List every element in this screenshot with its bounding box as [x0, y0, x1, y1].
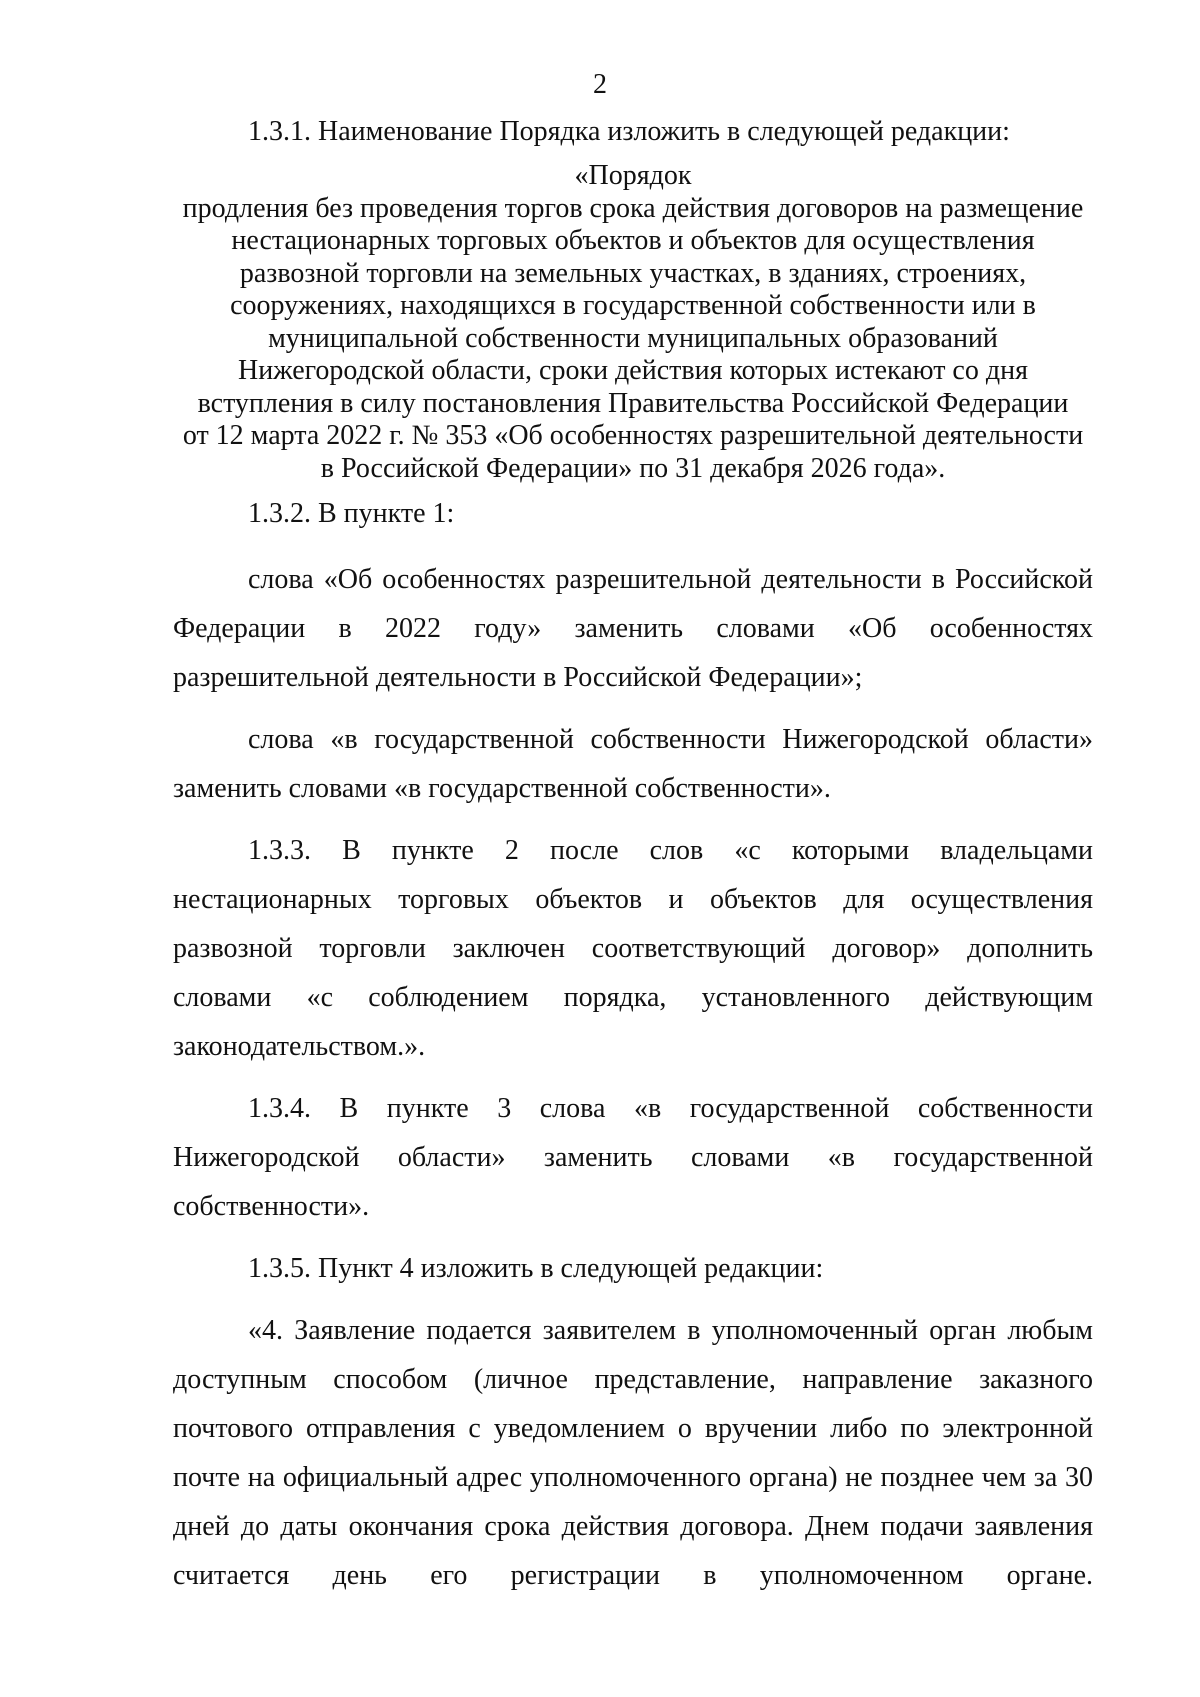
procedure-title-line: сооружениях, находящихся в государственной собственности или в: [230, 290, 1036, 321]
page-number: 2: [593, 69, 607, 100]
paragraph-1-3-2-words-b: слова «в государственной собственности Нижегородской области» заменить словами «в государственной собственности».: [173, 724, 1093, 804]
procedure-title-line: Нижегородской области, сроки действия которых истекают со дня: [238, 355, 1028, 386]
paragraph-1-3-2-words-a: слова «Об особенностях разрешительной деятельности в Российской Федерации в 2022 году» заменить словами «Об особенностях разрешительной деятельности в Российской Федерации»;: [173, 564, 1093, 693]
procedure-title-line: развозной торговли на земельных участках, в зданиях, строениях,: [239, 257, 1027, 289]
procedure-title: [173, 160, 1093, 485]
paragraph-1-3-3: 1.3.3. В пункте 2 после слов «с которыми владельцами нестационарных торговых объектов и объектов для осуществления развозной торговли заключен соответствующий договор» дополнить словами «с соблюдением порядка, установленного действующим законодательством.».: [173, 835, 1093, 1062]
procedure-title-line: от 12 марта 2022 г. № 353 «Об особенностях разрешительной деятельности: [182, 420, 1084, 451]
paragraph-1-3-5: 1.3.5. Пункт 4 изложить в следующей редакции:: [248, 1253, 824, 1284]
procedure-title-line: вступления в силу постановления Правительства Российской Федерации: [197, 387, 1069, 419]
procedure-title-line: нестационарных торговых объектов и объектов для осуществления: [231, 225, 1035, 256]
procedure-title-line: продления без проведения торгов срока действия договоров на размещение: [182, 192, 1084, 224]
procedure-title-line: «Порядок: [574, 160, 692, 191]
procedure-title-line: в Российской Федерации» по 31 декабря 2026 года».: [320, 452, 946, 484]
procedure-title-line: муниципальной собственности муниципальных образований: [268, 322, 998, 354]
paragraph-1-3-2: 1.3.2. В пункте 1:: [248, 498, 455, 529]
document-body: [173, 112, 1093, 1600]
paragraph-1-3-1: 1.3.1. Наименование Порядка изложить в следующей редакции:: [248, 116, 1010, 147]
paragraph-1-3-4: 1.3.4. В пункте 3 слова «в государственной собственности Нижегородской области» заменить словами «в государственной собственности».: [173, 1093, 1093, 1222]
paragraph-item-4: «4. Заявление подается заявителем в уполномоченный орган любым доступным способом (личное представление, направление заказного почтового отправления с уведомлением о вручении либо по электронной почте на официальный адрес уполномоченного органа) не позднее чем за 30 дней до даты окончания срока действия договора. Днем подачи заявления считается день его регистрации в уполномоченном органе.: [173, 1315, 1093, 1591]
